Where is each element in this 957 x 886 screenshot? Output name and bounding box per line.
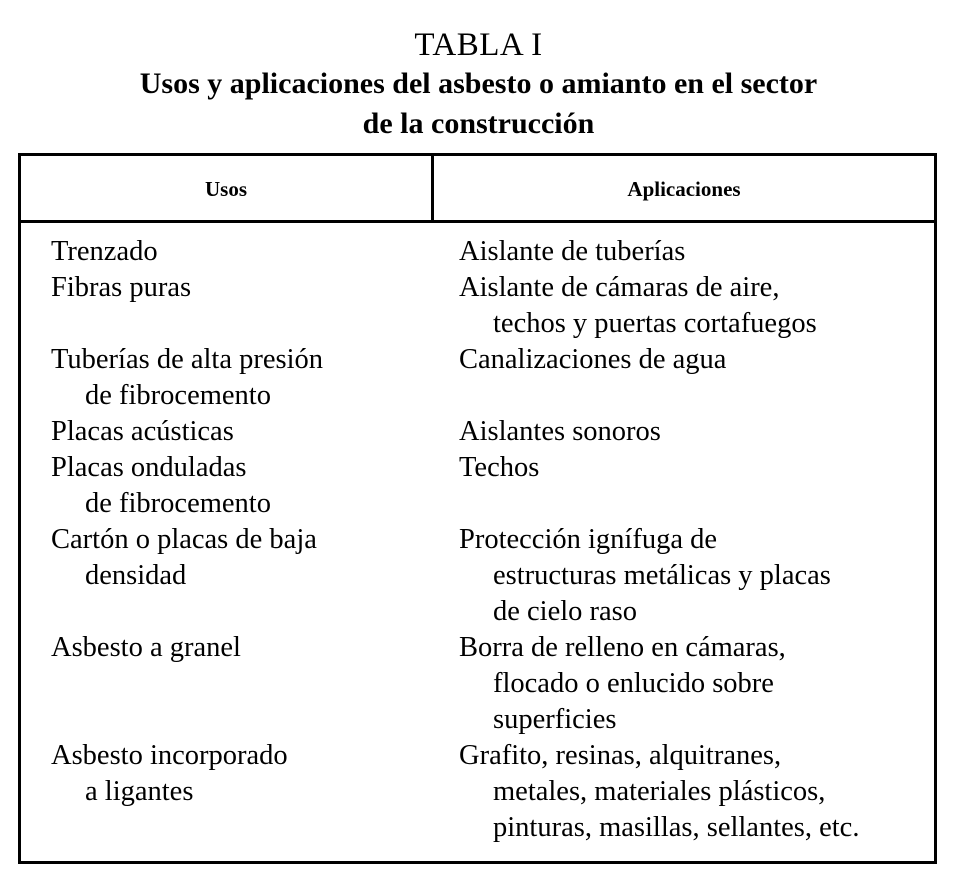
use-text: a ligantes [85,776,194,807]
application-cell [429,414,934,450]
application-text: metales, materiales plásticos, [493,776,826,807]
uses-applications-table [18,153,937,864]
use-text: Placas onduladas [51,452,247,483]
table-row [21,234,934,270]
table-row [21,738,934,846]
use-text: de fibrocemento [85,488,271,519]
application-text: techos y puertas cortafuegos [493,308,817,339]
use-text: Placas acústicas [51,416,234,447]
table-row [21,522,934,630]
use-text: de fibrocemento [85,380,271,411]
table-caption-line-1: Usos y aplicaciones del asbesto o amianto en el sector [139,67,818,100]
table-row [21,342,934,414]
application-text: pinturas, masillas, sellantes, etc. [493,812,860,843]
table-row [21,414,934,450]
use-text: Fibras puras [51,272,192,303]
application-text: Aislantes sonoros [459,416,661,447]
table-caption-line-2: de la construcción [362,107,595,140]
application-text: de cielo raso [493,596,638,627]
column-header-usos: Usos [204,177,247,201]
use-cell [21,738,429,846]
table-label: TABLA I [414,27,543,63]
table-row [21,450,934,522]
table-row [21,270,934,342]
application-cell [429,342,934,414]
use-text: Cartón o placas de baja [51,524,317,555]
use-text: Trenzado [51,236,158,267]
header-rule [21,220,934,223]
application-text: flocado o enlucido sobre [493,668,774,699]
application-text: Borra de relleno en cámaras, [459,632,786,663]
application-cell [429,234,934,270]
application-text: Grafito, resinas, alquitranes, [459,740,782,771]
application-text: Techos [459,452,540,483]
application-text: Aislante de tuberías [459,236,686,267]
application-text: Aislante de cámaras de aire, [459,272,780,303]
use-cell [21,234,429,270]
application-cell [429,270,934,342]
application-text: Protección ignífuga de [459,524,718,555]
application-cell [429,738,934,846]
table-body [21,234,934,846]
use-text: densidad [85,560,187,591]
use-cell [21,414,429,450]
application-cell [429,450,934,522]
column-header-aplicaciones: Aplicaciones [627,177,741,201]
use-cell [21,450,429,522]
use-cell [21,522,429,630]
use-cell [21,270,429,342]
application-text: estructuras metálicas y placas [493,560,831,591]
use-text: Asbesto a granel [51,632,241,663]
application-cell [429,630,934,738]
application-text: superficies [493,704,617,735]
use-cell [21,342,429,414]
application-text: Canalizaciones de agua [459,344,727,375]
table-row [21,630,934,738]
use-text: Asbesto incorporado [51,740,288,771]
application-cell [429,522,934,630]
use-cell [21,630,429,738]
use-text: Tuberías de alta presión [51,344,324,375]
